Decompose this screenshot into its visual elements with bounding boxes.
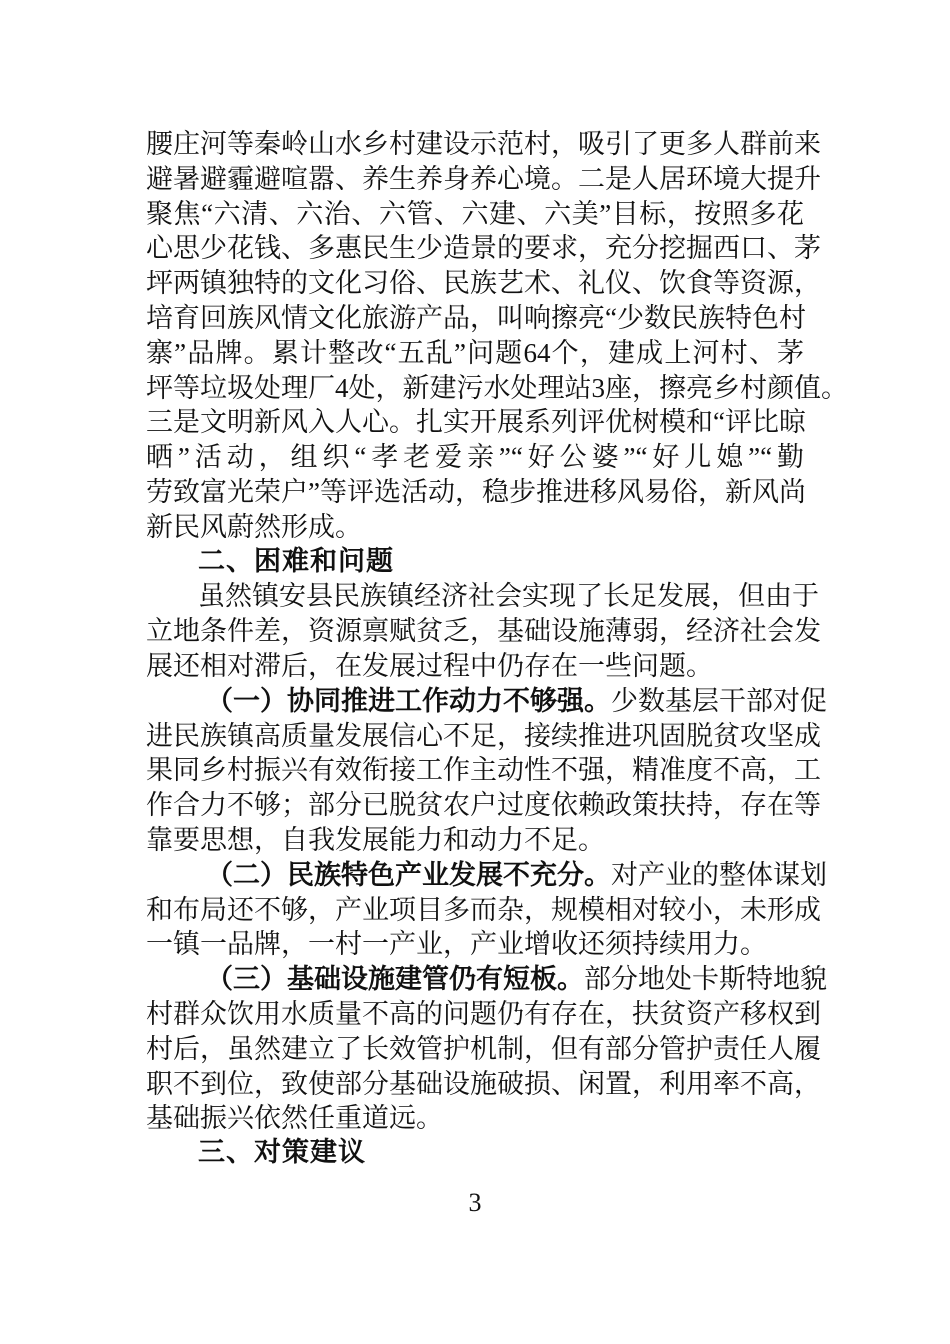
text-span: 少数基层干部对促 <box>611 685 827 716</box>
subheading-3: （三）基础设施建管仍有短板。 <box>206 964 584 996</box>
text-line: 新民风蔚然形成。 <box>146 511 362 542</box>
text-span: 部分地处卡斯特地貌 <box>584 964 827 995</box>
text-line: 立地条件差，资源禀赋贫乏，基础设施薄弱，经济社会发 <box>146 616 821 647</box>
text-line <box>146 684 827 719</box>
text-line: 村后，虽然建立了长效管护机制，但有部分管护责任人履 <box>146 1033 821 1064</box>
text-line: 果同乡村振兴有效衔接工作主动性不强，精准度不高，工 <box>146 755 821 786</box>
text-line: 坪等垃圾处理厂4处，新建污水处理站3座，擦亮乡村颜值。 <box>146 372 848 403</box>
text-line: 展还相对滞后，在发展过程中仍存在一些问题。 <box>146 650 713 681</box>
text-line <box>146 962 827 997</box>
section-heading-2: 二、困难和问题 <box>198 545 394 577</box>
page-number: 3 <box>468 1188 482 1217</box>
text-line: 避暑避霾避喧嚣、养生养身养心境。二是人居环境大提升 <box>146 163 821 194</box>
text-line: 寨”品牌。累计整改“五乱”问题64个，建成上河村、茅 <box>146 337 804 368</box>
text-line: 进民族镇高质量发展信心不足，接续推进巩固脱贫攻坚成 <box>146 720 821 751</box>
subheading-2: （二）民族特色产业发展不充分。 <box>206 859 611 891</box>
document-page <box>146 127 848 1171</box>
section-heading-3: 三、对策建议 <box>198 1137 366 1169</box>
paragraph-4 <box>146 858 827 962</box>
text-line: 职不到位，致使部分基础设施破损、闲置，利用率不高， <box>146 1068 821 1099</box>
text-line: 基础振兴依然任重道远。 <box>146 1103 443 1134</box>
paragraph-3 <box>146 684 827 858</box>
text-line: 劳致富光荣户”等评选活动，稳步推进移风易俗，新风尚 <box>146 476 806 507</box>
text-line: 聚焦“六清、六治、六管、六建、六美”目标，按照多花 <box>146 198 804 229</box>
text-line: 坪两镇独特的文化习俗、民族艺术、礼仪、饮食等资源， <box>146 268 821 299</box>
text-line: 培育回族风情文化旅游产品，叫响擦亮“少数民族特色村 <box>146 302 806 333</box>
text-line: 心思少花钱、多惠民生少造景的要求，充分挖掘西口、茅 <box>146 233 821 264</box>
text-line: 靠要思想，自我发展能力和动力不足。 <box>146 824 605 855</box>
text-line: 作合力不够；部分已脱贫农户过度依赖政策扶持，存在等 <box>146 790 821 821</box>
paragraph-2 <box>146 579 821 683</box>
text-line: 村群众饮用水质量不高的问题仍有存在，扶贫资产移权到 <box>146 998 821 1029</box>
subheading-1: （一）协同推进工作动力不够强。 <box>206 685 611 717</box>
text-line: 一镇一品牌，一村一产业，产业增收还须持续用力。 <box>146 929 767 960</box>
text-line: 和布局还不够，产业项目多而杂，规模相对较小，未形成 <box>146 894 821 925</box>
paragraph-5 <box>146 962 827 1136</box>
paragraph-1 <box>146 127 848 545</box>
text-line: 虽然镇安县民族镇经济社会实现了长足发展，但由于 <box>198 581 819 612</box>
text-line: 晒”活动，组织“孝老爱亲”“好公婆”“好儿媳”“勤 <box>146 442 804 473</box>
text-line <box>146 858 827 893</box>
text-line: 腰庄河等秦岭山水乡村建设示范村，吸引了更多人群前来 <box>146 129 821 159</box>
text-line: 三是文明新风入人心。扎实开展系列评优树模和“评比晾 <box>146 407 806 438</box>
text-span: 对产业的整体谋划 <box>611 859 827 890</box>
